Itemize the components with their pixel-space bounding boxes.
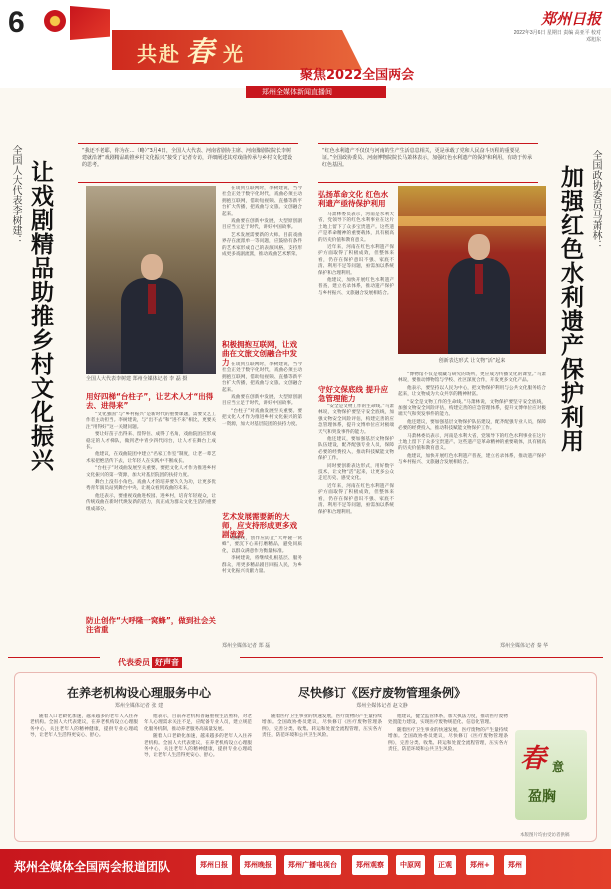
right-body-column-2: [318, 404, 394, 640]
footer-title: 郑州全媒体全国两会报道团队: [14, 860, 171, 874]
bottom-right-column-2: [388, 714, 508, 838]
paragraph: “台柱子”对戏曲发展至关重要。要把文化人才作为推进乡村文化振兴的第一资源，加大对基层院团的扶持力度。: [86, 466, 216, 478]
footer-logo-observe: 郑州观察: [352, 855, 388, 875]
left-body-column-1: [86, 412, 216, 638]
left-article-intro: “我还不老耶，你为在…（略）”3月4日，全国人大代表、河南省剧协主席、河南豫剧院院长李树建就沿著“戏剧精品助推乡村文化振兴”接受了记者专访，详细阐述其对戏曲传承与乡村文化建设的思考。: [78, 143, 298, 183]
spring-word-1: 春: [520, 744, 547, 774]
paragraph: 他建议，健全监管体系，加大执法力度，推动医疗废物处置能力建设，实现医疗废物规范化、信息化管理。: [388, 714, 508, 726]
paragraph: 马萧林委员表示，河南是水利大省，党领导下的红色水利事业在这片土地上留下了众多宝贵遗产。这些遗产是革命精神的重要载体，具有极高的历史价值和教育意义。: [318, 212, 394, 243]
bottom-left-author: 郑州全媒体记者 张 建: [114, 703, 164, 709]
paragraph: 近年来，河南在红色水利遗产保护方面取得了积极成效，但整体来看，仍存在保护意识不强、家底不清、利用不足等问题，亟需加以系统保护和合理利用。: [318, 245, 394, 276]
right-article-headline: 加强红色水利遗产保护利用: [557, 165, 584, 453]
left-article-photo: [86, 186, 216, 374]
footer-logo-zz: 郑州: [504, 855, 526, 875]
left-photo-caption: 全国人大代表李树建 郑州全媒体记者 李 磊 摄: [86, 376, 188, 382]
paragraph: 随着医疗卫生事业的快速发展，医疗废物的产生量持续增加。全国政协委员建议，尽快修订《医疗废物管理条例》，完善分类、收集、转运和处置全流程管理，压实各方责任，防范环境和公共卫生风险。: [262, 714, 382, 739]
footer-logo-zzplus: 郑州+: [466, 855, 494, 875]
bottom-left-title: 在养老机构设心理服务中心: [66, 686, 211, 700]
right-article-byline: 全国政协委员马萧林：: [590, 150, 601, 250]
masthead-logo: 郑州日报: [540, 10, 601, 28]
left-subhead-2: 积极拥抱互联网，让戏曲在文旅文创融合中发力: [222, 340, 297, 367]
paragraph: 随着人口老龄化加速，越来越多的老年人入住养老机构。全国人大代表建议，在养老机构设立心理服务中心，关注老年人的精神健康，提供专业心理疏导，让老年人生活得更安心、舒心。: [30, 714, 138, 739]
paragraph: 艺术发展需要新的大师。目前戏曲界存在流派单一等问题，应鼓励有条件的艺术家形成自己的表演风格，支持形成更多戏剧流派，推动戏曲艺术繁荣。: [222, 232, 302, 258]
left-article-headline: 让戏剧精品助推乡村文化振兴: [27, 160, 54, 472]
paragraph: 在谈到互联网时，李树建说，当今社会正处于数字化时代，戏曲必须主动拥抱互联网，借助短视频、直播等新平台扩大传播，把戏曲与文旅、文创融合起来。: [222, 362, 302, 393]
paragraph: “文化强国”与“乡村振兴”是新时代的重要课题，需要文艺工作者主动担当。李树建说，与“出不去”和“进不来”相比，更要关注“用得好”这一关键问题。: [86, 412, 216, 430]
bottom-left-column-2: [144, 714, 252, 838]
right-article-endnote: 郑州全媒体记者 秦 华: [500, 643, 549, 649]
paragraph: 他建议，加快开展红色水利遗产普查，建立名录体系，推动遗产保护与乡村振兴、文旅融合发展相结合。: [398, 453, 546, 466]
portrait-figure: [448, 234, 508, 354]
footer-logo-zzrb: 郑州日报: [196, 855, 232, 875]
paragraph: 他还建议，要加强基层文物保护队伍建设，配齐配强专业人员，保障必要的经费投入，推动科技赋能文物保护工作。: [398, 419, 546, 432]
column-title-part-2: 春: [186, 35, 215, 68]
paragraph: 在谈到互联网时，李树建说，当今社会正处于数字化时代，戏曲必须主动拥抱互联网，借助短视频、直播等新平台扩大传播，把戏曲与文旅、文创融合起来。: [222, 186, 302, 217]
left-body-column-4: [222, 536, 302, 640]
paragraph: 马萧林委员表示，河南是水利大省，党领导下的红色水利事业在这片土地上留下了众多宝贵遗产。这些遗产是革命精神的重要载体，具有极高的历史价值和教育意义。: [398, 433, 546, 452]
right-photo-caption: 创新表达形式 让文物“活”起来: [438, 358, 506, 364]
section-tag-highlight: 好声音: [152, 657, 182, 668]
right-subhead-2: 守好文保底线 提升应急管理能力: [318, 385, 389, 403]
paragraph: 同时要创新表达形式，用好数字技术，让文物“活”起来，让更多公众走近历史、感受文化。: [318, 463, 394, 482]
page-number: 6: [8, 6, 25, 39]
right-article-photo: [398, 186, 546, 354]
bottom-right-author: 郑州全媒体记者 赵文静: [356, 703, 408, 709]
section-tag-label: 代表委员: [118, 658, 150, 667]
paragraph: 要让好苗子出得来、留得住、成得了名角，戏曲院团应形成稳定的人才梯队，做到老中青少四代同台，让人才在舞台上成长。: [86, 432, 216, 451]
spring-word-3: 盈胸: [528, 789, 556, 805]
paragraph: 他还建议，要加强基层文物保护队伍建设，配齐配强专业人员，保障必要的经费投入，推动科技赋能文物保护工作。: [318, 437, 394, 462]
paragraph: 他表示，要坚持以人民为中心，把文物保护利用与公共文化服务结合起来，让文物成为大众共享的精神财富。: [398, 385, 546, 398]
section-tag: [100, 650, 240, 667]
photo-credit: 本版图片均由受访者供稿: [520, 833, 570, 838]
right-article-intro: “红色水利遗产不仅仅与河南的生产生活息息相关，更是承载了党和人民奋斗历程的重要见证。”全国政协委员、河南博物院院长马萧林表示，加强红色水利遗产的保护和利用，有助于传承红色基因。: [318, 143, 538, 183]
bottom-right-title: 尽快修订《医疗废物管理条例》: [297, 686, 466, 700]
banner-decoration: [398, 216, 546, 226]
left-article-endnote: 郑州全媒体记者 郑 磊: [222, 643, 271, 649]
left-subhead-1: 用好四梯“台柱子”，让艺术人才“出得去、进得来”: [86, 392, 214, 410]
paragraph: “安全是文物工作的生命线。”马萧林说，文物保护要坚守安全底线，加强文物安全风险评估，构建完善的应急管理体系，提升文博单位应对极端天气和突发事件的能力。: [398, 399, 546, 418]
sub-banner-label: 郑州全媒体新闻直播间: [262, 88, 332, 96]
column-title-part-3: 光: [223, 42, 245, 66]
focus-title: 聚焦2022全国两会: [300, 68, 415, 83]
left-subhead-3: 艺术发展需要新的大师，应支持形成更多戏剧流派: [222, 512, 297, 539]
paragraph: 他建议，创作应防止“大呼隆一窝蜂”，要沉下心来打磨精品，避免同质化，以群众满意作为衡量标准。: [222, 536, 302, 554]
left-subhead-4: 防止创作“大呼隆一窝蜂”，做到社会关注省重: [86, 616, 216, 634]
flag-decoration: [70, 6, 110, 40]
paragraph: 舞台上没有小角色。戏曲人才的培养要久久为功，让更多优秀青年演员站到舞台中央，让观众看到戏曲的未来。: [86, 480, 216, 492]
paragraph: “博物馆不仅是收藏与研究的场所，更应成为传播文化的课堂。”马萧林说，要推动博物馆与学校、社区深度合作，开发更多文化产品。: [398, 372, 546, 384]
spring-word-2: 意: [552, 760, 565, 774]
portrait-figure: [121, 254, 181, 374]
right-subhead-1: 弘扬革命文化 红色水利遗产亟待保护利用: [318, 190, 389, 208]
paragraph: 随着医疗卫生事业的快速发展，医疗废物的产生量持续增加。全国政协委员建议，尽快修订《医疗废物管理条例》，完善分类、收集、转运和处置全流程管理，压实各方责任，防范环境和公共卫生风险。: [388, 727, 508, 753]
paragraph: 戏曲要在创新中发展，大型原创剧目应当立足于时代，讲好中国故事。: [222, 395, 302, 407]
paragraph: 他表示，目前养老机构普遍重视生活照料，对老年人心理需求关注不足，应配备专业人员，建立规范化服务机制，推动养老服务高质量发展。: [144, 714, 252, 732]
paragraph: 近年来，河南在红色水利遗产保护方面取得了积极成效，但整体来看，仍存在保护意识不强、家底不清、利用不足等问题，亟需加以系统保护和合理利用。: [318, 483, 394, 515]
paragraph: 随着人口老龄化加速，越来越多的老年人入住养老机构。全国人大代表建议，在养老机构设立心理服务中心，关注老年人的精神健康，提供专业心理疏导，让老年人生活得更安心、舒心。: [144, 734, 252, 759]
footer-logo-tv: 郑州广播电视台: [284, 855, 341, 875]
left-body-column-3: [222, 362, 302, 507]
paragraph: 他建议，加快开展红色水利遗产普查，建立名录体系，推动遗产保护与乡村振兴、文旅融合发展相结合。: [318, 278, 394, 296]
paragraph: 他建议，在戏曲院团中建立“名家工作室”制度，让老一辈艺术家把绝活传下去，让年轻人在实践中不断成长。: [86, 452, 216, 464]
footer-logo-zyw: 中原网: [396, 855, 425, 875]
paragraph: “台柱子”对戏曲发展至关重要。要把文化人才作为推进乡村文化振兴的第一资源，加大对基层院团的扶持力度。: [222, 408, 302, 427]
bottom-left-column-1: [30, 714, 138, 838]
paragraph: 戏曲要在创新中发展，大型原创剧目应当立足于时代，讲好中国故事。: [222, 219, 302, 231]
masthead-date: 2022年3月6日 星期日 责编 高亚平 校对 邓旭东: [513, 30, 601, 43]
right-body-column-1: [318, 212, 394, 380]
column-title-part-1: 共赴: [137, 42, 181, 66]
national-emblem-icon: [44, 10, 66, 32]
right-body-column-3: [398, 372, 546, 638]
left-article-byline: 全国人大代表李树建：: [10, 145, 21, 245]
section-divider: [8, 657, 603, 658]
footer-logo-zzwb: 郑州晚报: [240, 855, 276, 875]
paragraph: 李树建说，将继续扎根基层、服务群众，用更多精品剧目回报人民，为乡村文化振兴贡献力量。: [222, 556, 302, 575]
bottom-right-column-1: [262, 714, 382, 838]
left-body-column-2: [222, 186, 302, 336]
paragraph: 他还表示，要重视戏曲进校园、进乡村，培育年轻观众，让传统戏曲在新时代焕发新的活力，真正成为群众文化生活的重要组成部分。: [86, 493, 216, 512]
footer-logo-zhengguan: 正观: [434, 855, 456, 875]
paragraph: “安全是文物工作的生命线。”马萧林说，文物保护要坚守安全底线，加强文物安全风险评估，构建完善的应急管理体系，提升文博单位应对极端天气和突发事件的能力。: [318, 404, 394, 435]
